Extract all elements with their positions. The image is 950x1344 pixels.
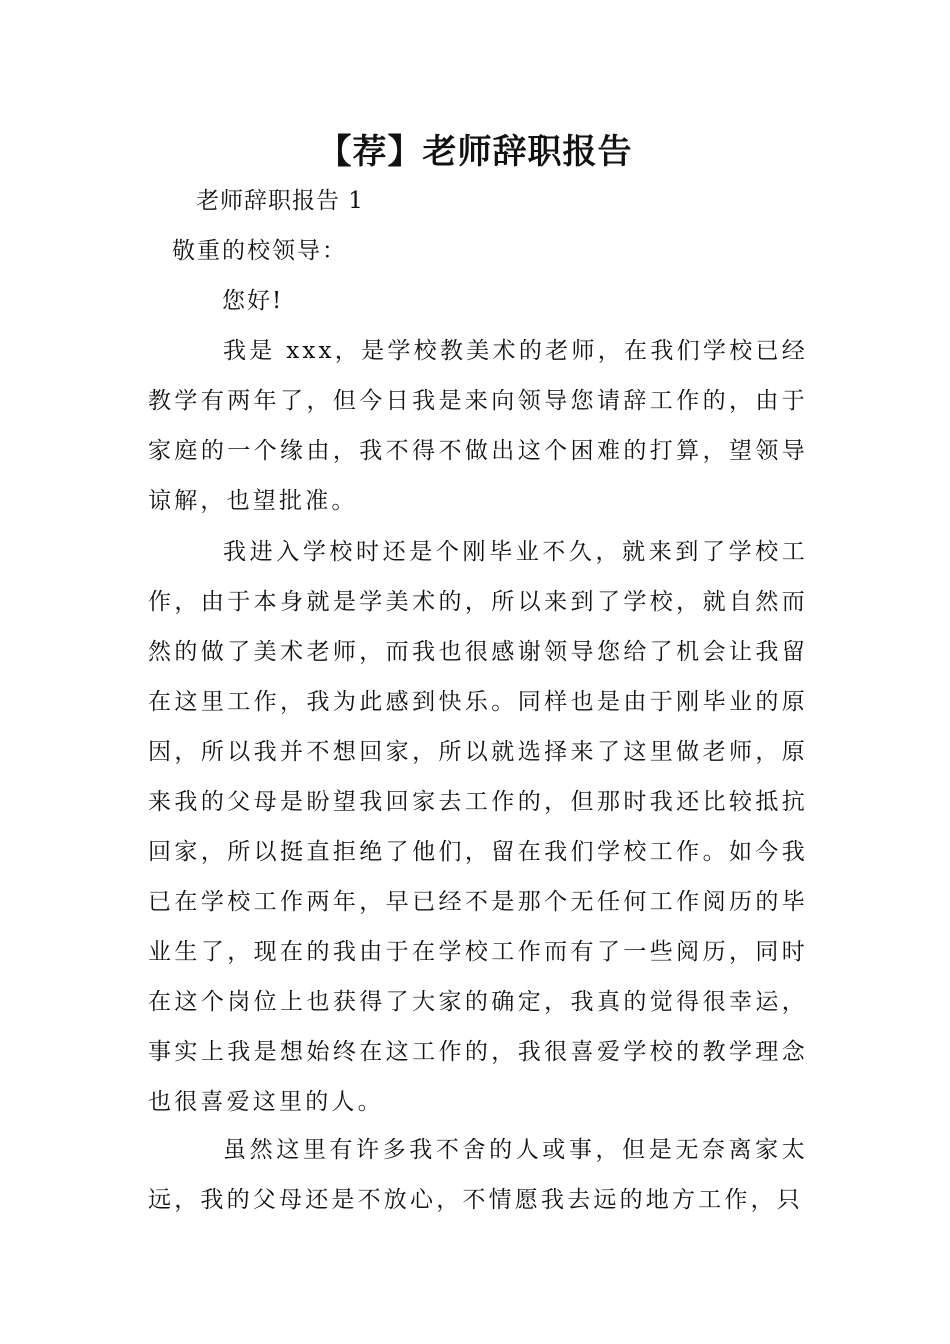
paragraph-2: 我进入学校时还是个刚毕业不久，就来到了学校工作，由于本身就是学美术的，所以来到了学校，就自然而然的做了美术老师，而我也很感谢领导您给了机会让我留在这里工作，我为此感到快乐。同样也是由于刚毕业的原因，所以我并不想回家，所以就选择来了这里做老师，原来我的父母是盼望我回家去工作的，但那时我还比较抵抗回家，所以挺直拒绝了他们，留在我们学校工作。如今我已在学校工作两年，早已经不是那个无任何工作阅历的毕业生了，现在的我由于在学校工作而有了一些阅历，同时在这个岗位上也获得了大家的确定，我真的觉得很幸运，事实上我是想始终在这工作的，我很喜爱学校的教学理念也很喜爱这里的人。: [148, 539, 808, 1115]
document-subtitle: 老师辞职报告 1: [196, 188, 364, 214]
document-title: 【荐】老师辞职报告: [317, 132, 633, 172]
paragraph-3: 虽然这里有许多我不舍的人或事，但是无奈离家太远，我的父母还是不放心，不情愿我去远的地方工作，只: [148, 1137, 808, 1213]
paragraph-1: 我是 xxx，是学校教美术的老师，在我们学校已经教学有两年了，但今日我是来向领导您请辞工作的，由于家庭的一个缘由，我不得不做出这个困难的打算，望领导谅解，也望批准。: [148, 338, 808, 514]
greeting: 您好!: [222, 288, 284, 314]
salutation: 敬重的校领导：: [172, 238, 347, 264]
